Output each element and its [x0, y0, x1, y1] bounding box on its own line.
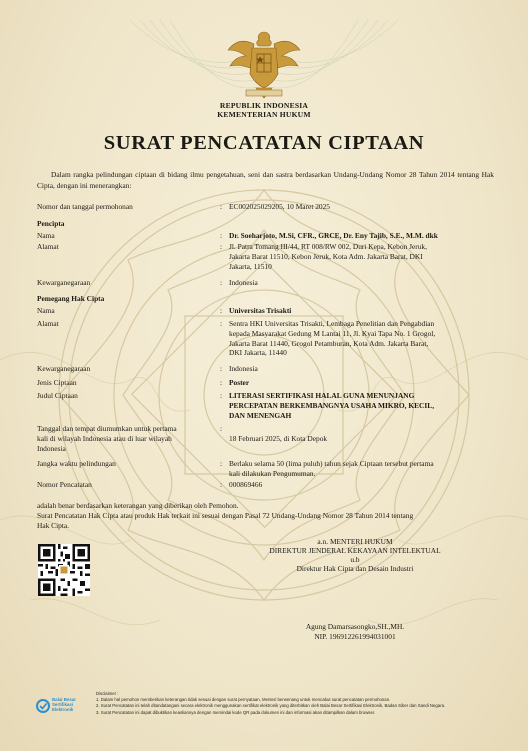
address-line: DKI Jakarta, 11440 — [229, 348, 287, 358]
title-line: DAN MENENGAH — [229, 410, 292, 420]
creator-address — [229, 242, 492, 271]
label-line: kali di wilayah Indonesia atau di luar wilayah — [37, 433, 172, 443]
work-title — [229, 391, 492, 420]
country-name: REPUBLIK INDONESIA — [219, 101, 309, 110]
term-value — [229, 459, 492, 479]
address-line: Jakarta Barat 11510, Kebon Jeruk, Kota Adm. Jakarta Barat, DKI — [229, 251, 423, 261]
signature-line-1: a.n. MENTERI HUKUM — [317, 537, 393, 546]
title-line: PERCEPATAN BERKEMBANGNYA USAHA MIKRO, KECIL, — [229, 400, 435, 410]
work-type-label: Jenis Ciptaan — [37, 378, 77, 387]
colon: : — [220, 424, 223, 433]
colon: : — [220, 364, 223, 373]
colon: : — [220, 378, 223, 387]
colon: : — [220, 202, 223, 211]
holder-nationality-label: Kewarganegaraan — [37, 364, 91, 373]
holder-nationality: Indonesia — [229, 364, 258, 373]
colon: : — [220, 480, 223, 489]
address-line: kepada Masyarakat Gedung M Lantai 11, Jl. Kyai Tapa No. 1 Grogol, — [229, 328, 436, 338]
term-line: kali dilakukan Pengumuman. — [229, 468, 316, 478]
creator-address-label: Alamat — [37, 242, 59, 251]
closing-line: Surat Pencatatan Hak Cipta atau produk Hak terkait ini sesuai dengan Pasal 72 Undang-Undang Nomor 28 Tahun 2014 tentang — [37, 511, 414, 520]
ministry-name: KEMENTERIAN HUKUM — [217, 110, 311, 119]
announce-value: 18 Februari 2025, di Kota Depok — [229, 434, 328, 443]
creator-name-label: Nama — [37, 231, 55, 240]
colon: : — [220, 306, 223, 315]
address-line: Sentra HKI Universitas Trisakti, Lembaga Penelitian dan Pengabdian — [229, 319, 435, 328]
holder-name: Universitas Trisakti — [229, 306, 292, 315]
disclaimer — [96, 691, 506, 716]
creator-nationality-label: Kewarganegaraan — [37, 278, 91, 287]
disclaimer-line: 2. Surat Pencatatan ini telah ditandatangani secara elektronik menggunakan sertifikat elektronik yang diterbitkan oleh Balai Besar Sertifikasi Elektronik, Badan Siber dan Sandi Negara. — [96, 703, 446, 709]
work-title-label: Judul Ciptaan — [37, 391, 78, 400]
holder-address-label: Alamat — [37, 319, 59, 328]
application-value: EC002025029205, 10 Maret 2025 — [229, 202, 330, 211]
signature-line-4: Direktur Hak Cipta dan Desain Industri — [296, 564, 414, 573]
colon: : — [220, 242, 223, 251]
label-line: Tanggal dan tempat diumumkan untuk pertama — [37, 424, 177, 433]
creator-nationality: Indonesia — [229, 278, 258, 287]
record-number: 000869466 — [229, 480, 263, 489]
disclaimer-title: Disclaimer : — [96, 691, 119, 696]
disclaimer-line: 3. Surat Pencatatan ini dapat dibuktikan keasliannya dengan memindai kode QR pada dokumen ini dan informasi akan ditampilkan dalam browser. — [96, 709, 376, 715]
closing-line: adalah benar berdasarkan keterangan yang diberikan oleh Pemohon. — [37, 501, 239, 510]
application-label: Nomor dan tanggal permohonan — [37, 202, 133, 211]
logo-line: Balai Besar — [52, 697, 76, 702]
signer-nip: NIP. 196912261994031001 — [314, 632, 396, 641]
record-label: Nomor Pencatatan — [37, 480, 92, 489]
logo-line: Sertifikasi — [52, 702, 73, 708]
colon: : — [220, 459, 223, 468]
holder-address — [229, 319, 492, 358]
qr-code-icon[interactable] — [38, 544, 90, 596]
holder-heading: Pemegang Hak Cipta — [37, 294, 105, 303]
logo-line: Elektronik — [52, 707, 74, 713]
address-line: Jakarta Barat 11440, Grogol Petamburan, Kota Adm. Jakarta Barat, — [229, 338, 429, 348]
bsre-logo-text — [52, 697, 76, 713]
address-line: Jakarta, 11510 — [229, 261, 272, 271]
intro-paragraph: Dalam rangka pelindungan ciptaan di bidang ilmu pengetahuan, seni dan sastra berdasarkan Undang-Undang Nomor 28 Tahun 2014 tentang Hak Cipta, dengan ini menerangkan: — [37, 170, 494, 190]
label-line: Indonesia — [37, 443, 66, 453]
holder-name-label: Nama — [37, 306, 55, 315]
term-line: Berlaku selama 50 (lima puluh) tahun sejak Ciptaan tersebut pertama — [229, 459, 434, 468]
term-label: Jangka waktu pelindungan — [37, 459, 116, 468]
signature-line-3: u.b — [350, 555, 360, 564]
garuda-emblem-icon — [226, 28, 302, 100]
bsre-logo — [36, 697, 82, 719]
signature-line-2: DIREKTUR JENDERAL KEKAYAAN INTELEKTUAL — [269, 546, 441, 555]
address-line: Jl. Patra Tomang III/44, RT 008/RW 002, Duri Kepa, Kebon Jeruk, — [229, 242, 427, 251]
colon: : — [220, 319, 223, 328]
disclaimer-line: 1. Dalam hal pemohon memberikan keterangan tidak sesuai dengan surat pernyataan, Menteri berwenang untuk mencabut surat pencatatan permohonan. — [96, 697, 391, 703]
bsre-logo-icon — [36, 699, 50, 713]
document-title: SURAT PENCATATAN CIPTAAN — [103, 132, 425, 154]
colon: : — [220, 391, 223, 400]
announce-label — [37, 424, 219, 453]
title-line: LITERASI SERTIFIKASI HALAL GUNA MENUNJANG — [229, 391, 415, 400]
signer-name: Agung Damarsasongko,SH.,MH. — [305, 622, 405, 631]
creator-name: Dr. Soeharjoto, M.Si, CFR., GRCE, Dr. Eny Tajib, S.E., M.M. dkk — [229, 231, 438, 240]
colon: : — [220, 231, 223, 240]
work-type: Poster — [229, 378, 250, 387]
creator-heading: Pencipta — [37, 219, 65, 228]
closing-line: Hak Cipta. — [37, 521, 70, 530]
colon: : — [220, 278, 223, 287]
closing-statement — [37, 501, 494, 531]
